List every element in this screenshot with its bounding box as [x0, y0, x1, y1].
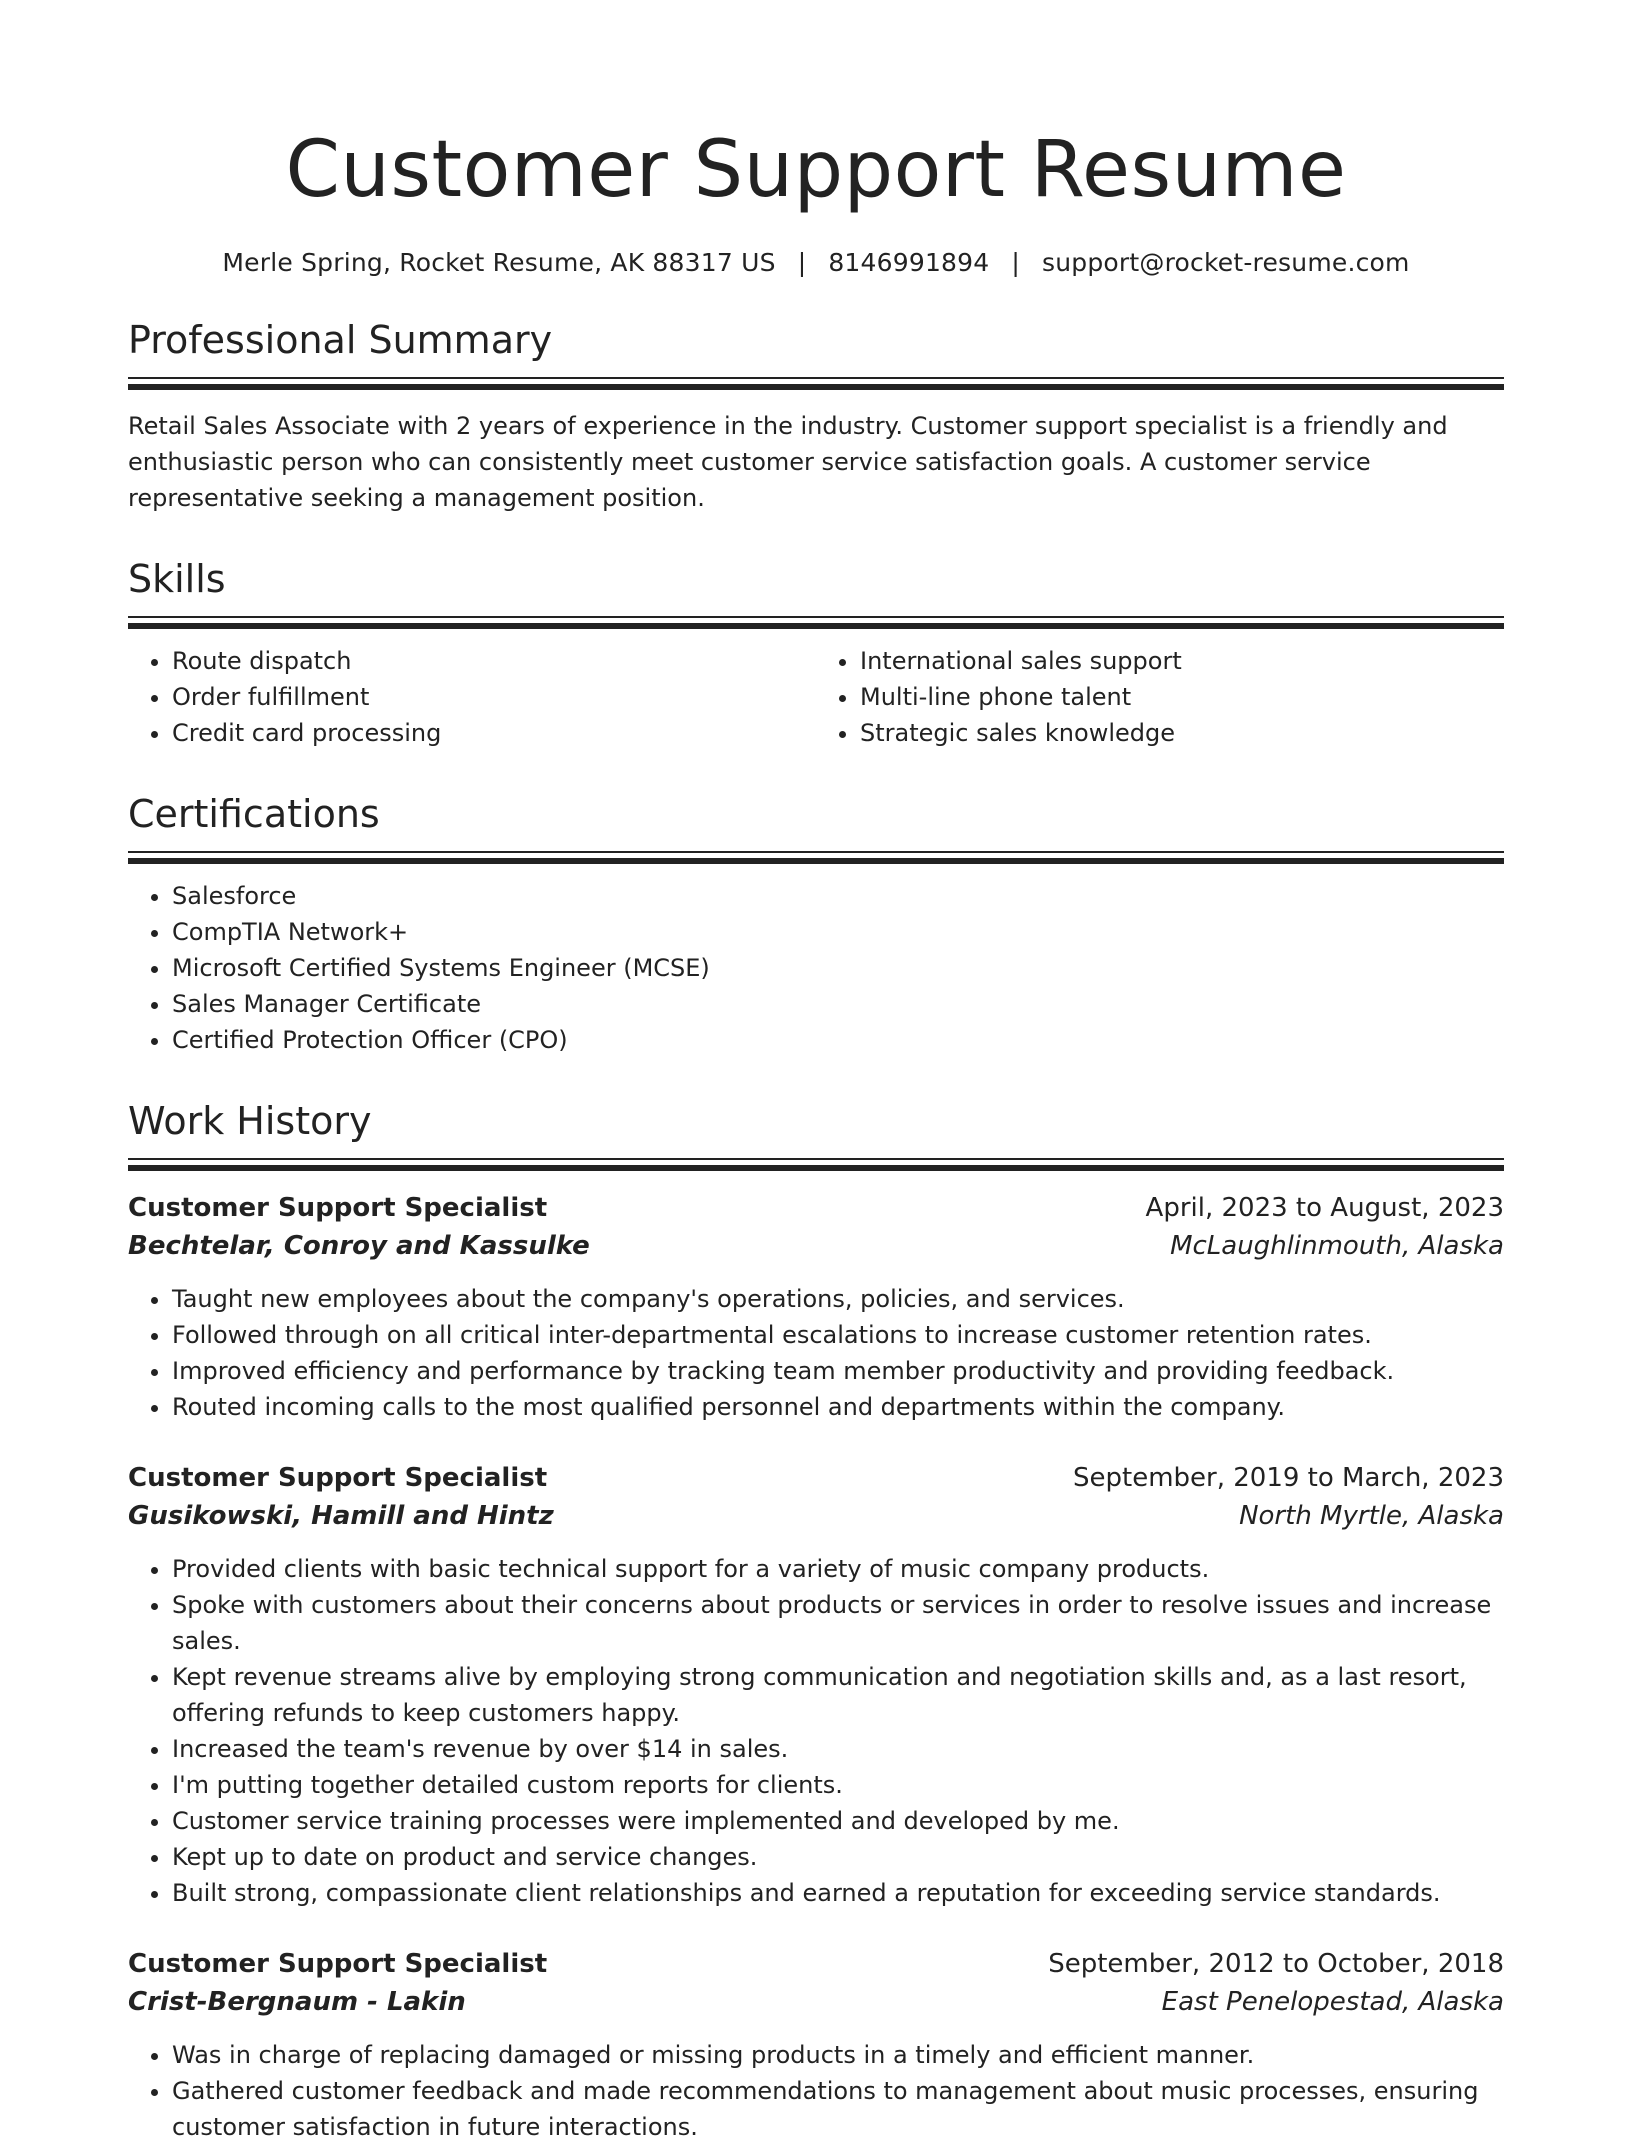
job-bullet: • Provided clients with basic technical support for a variety of music company products. — [172, 1551, 1504, 1587]
summary-text: Retail Sales Associate with 2 years of experience in the industry. Customer support specialist is a friendly and enthusiastic person who can consistently meet customer service satisfaction goals. A customer service representative seeking a management position. — [128, 412, 1448, 512]
job-bullets — [128, 1551, 1504, 1911]
section-divider — [128, 851, 1504, 862]
job-company: Bechtelar, Conroy and Kassulke — [128, 1231, 590, 1261]
job-location: East Penelopestad, Alaska — [1161, 1987, 1504, 2017]
work-section-header — [128, 1096, 1504, 1169]
job-bullet: • Built strong, compassionate client relationships and earned a reputation for exceeding service standards. — [172, 1875, 1504, 1911]
skill-item: • Credit card processing — [172, 715, 816, 751]
skill-item: • Strategic sales knowledge — [860, 715, 1504, 751]
certification-item: • Salesforce — [172, 878, 1504, 914]
resume-title: Customer Support Resume — [285, 125, 1347, 215]
job-company-row — [128, 1497, 1504, 1535]
job-bullets — [128, 2037, 1504, 2145]
skills-list-right — [816, 643, 1504, 751]
job-bullet: • Customer service training processes were implemented and developed by me. — [172, 1803, 1504, 1839]
job-location: McLaughlinmouth, Alaska — [1170, 1231, 1504, 1261]
job-title: Customer Support Specialist — [128, 1463, 548, 1493]
skill-item: • Multi-line phone talent — [860, 679, 1504, 715]
skills-list-left — [128, 643, 816, 751]
job-bullet: • Followed through on all critical inter-departmental escalations to increase customer retention rates. — [172, 1317, 1504, 1353]
certification-item: • Certified Protection Officer (CPO) — [172, 1022, 1504, 1058]
job-bullet: • Kept revenue streams alive by employing strong communication and negotiation skills and, as a last resort, offering refunds to keep customers happy. — [172, 1659, 1504, 1731]
contact-address: Merle Spring, Rocket Resume, AK 88317 US — [222, 248, 776, 277]
job-entry — [128, 1945, 1504, 2145]
contact-line — [128, 248, 1504, 277]
job-dates: September, 2019 to March, 2023 — [1073, 1463, 1504, 1493]
contact-email: support@rocket-resume.com — [1042, 248, 1410, 277]
job-entry — [128, 1459, 1504, 1911]
job-bullet: • Increased the team's revenue by over $14 in sales. — [172, 1731, 1504, 1767]
job-bullet: • Was in charge of replacing damaged or missing products in a timely and efficient manner. — [172, 2037, 1504, 2073]
skills-heading: Skills — [128, 557, 226, 601]
job-bullet: • Taught new employees about the company's operations, policies, and services. — [172, 1281, 1504, 1317]
skill-item: • International sales support — [860, 643, 1504, 679]
section-divider — [128, 377, 1504, 388]
contact-separator: | — [797, 248, 807, 277]
job-bullet: • Gathered customer feedback and made recommendations to management about music processes, ensuring customer satisfaction in future interactions. — [172, 2073, 1504, 2145]
summary-heading: Professional Summary — [128, 318, 553, 362]
certifications-list — [128, 878, 1504, 1058]
contact-phone: 8146991894 — [828, 248, 990, 277]
section-divider — [128, 616, 1504, 627]
skills-grid — [128, 643, 1504, 751]
summary-section-header — [128, 315, 1504, 388]
job-dates: September, 2012 to October, 2018 — [1048, 1949, 1504, 1979]
job-location: North Myrtle, Alaska — [1239, 1501, 1504, 1531]
skill-item: • Route dispatch — [172, 643, 816, 679]
job-company: Gusikowski, Hamill and Hintz — [128, 1501, 554, 1531]
job-company-row — [128, 1227, 1504, 1265]
job-title: Customer Support Specialist — [128, 1949, 548, 1979]
certifications-section-header — [128, 789, 1504, 862]
skill-item: • Order fulfillment — [172, 679, 816, 715]
certification-item: • Microsoft Certified Systems Engineer (MCSE) — [172, 950, 1504, 986]
contact-separator: | — [1011, 248, 1020, 277]
skills-section-header — [128, 554, 1504, 627]
job-bullet: • I'm putting together detailed custom reports for clients. — [172, 1767, 1504, 1803]
job-header-row — [128, 1945, 1504, 1983]
job-company: Crist-Bergnaum - Lakin — [128, 1987, 466, 2017]
job-dates: April, 2023 to August, 2023 — [1145, 1193, 1504, 1223]
job-title: Customer Support Specialist — [128, 1193, 548, 1223]
section-divider — [128, 1158, 1504, 1169]
job-header-row — [128, 1459, 1504, 1497]
job-bullet: • Routed incoming calls to the most qualified personnel and departments within the company. — [172, 1389, 1504, 1425]
job-company-row — [128, 1983, 1504, 2021]
certification-item: • Sales Manager Certificate — [172, 986, 1504, 1022]
certifications-heading: Certifications — [128, 792, 380, 836]
job-entry — [128, 1189, 1504, 1425]
job-bullets — [128, 1281, 1504, 1425]
job-bullet: • Kept up to date on product and service changes. — [172, 1839, 1504, 1875]
job-header-row — [128, 1189, 1504, 1227]
work-heading: Work History — [128, 1099, 372, 1143]
certification-item: • CompTIA Network+ — [172, 914, 1504, 950]
job-bullet: • Improved efficiency and performance by tracking team member productivity and providing feedback. — [172, 1353, 1504, 1389]
job-bullet: • Spoke with customers about their concerns about products or services in order to resolve issues and increase sales. — [172, 1587, 1504, 1659]
